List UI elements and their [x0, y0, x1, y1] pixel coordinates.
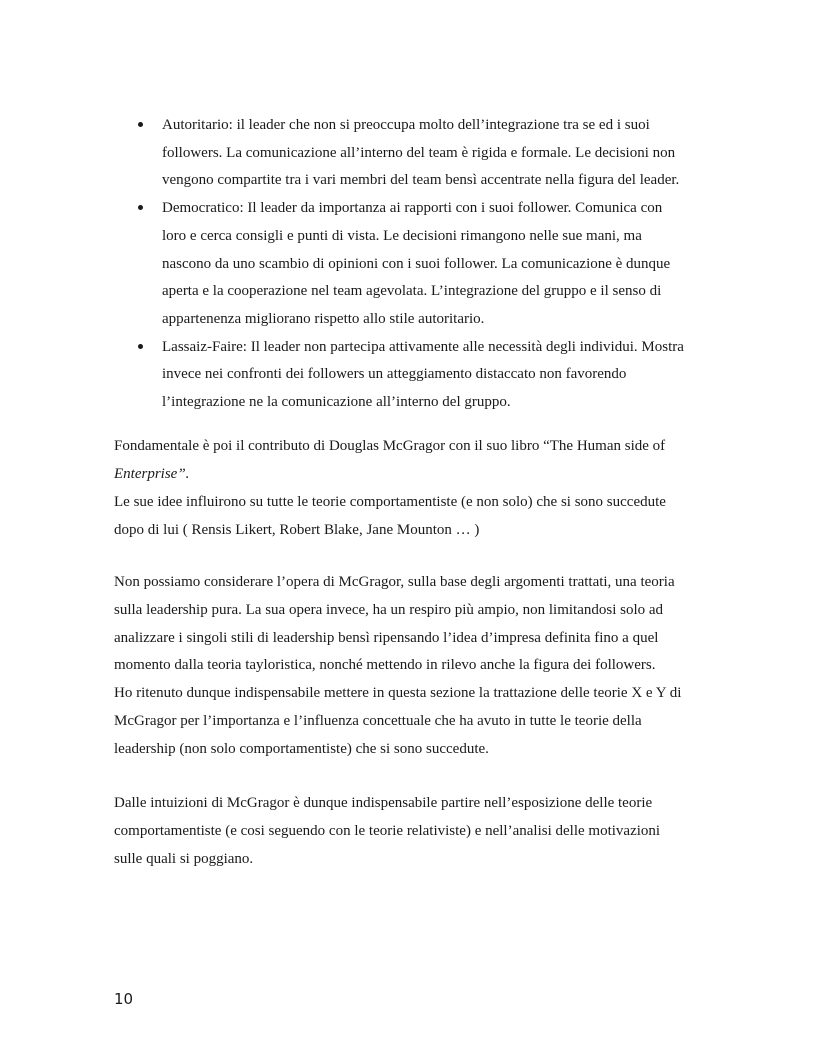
text-line: Democratico: Il leader da importanza ai rapporti con i suoi follower. Comunica con: [162, 200, 663, 217]
bullet-icon: [138, 344, 143, 349]
text-line: leadership (non solo comportamentiste) che si sono succedute.: [114, 740, 489, 757]
text-line: dopo di lui ( Rensis Likert, Robert Blake, Jane Mounton … ): [114, 522, 480, 538]
text-line: nascono da uno scambio di opinioni con i suoi follower. La comunicazione è dunque: [162, 255, 671, 272]
text-line: Autoritario: il leader che non si preoccupa molto dell’integrazione tra se ed i suoi: [162, 117, 650, 133]
list-item-democratico: [138, 195, 738, 334]
text-line: invece nei confronti dei followers un atteggiamento distaccato non favorendo: [162, 366, 627, 383]
paragraph-mcgragor-intro: [114, 432, 754, 544]
paragraph-mcgragor-opera: [114, 569, 754, 764]
text-line: Fondamentale è poi il contributo di Douglas McGragor con il suo libro “The Human side of: [114, 438, 666, 454]
bullet-icon: [138, 205, 143, 210]
text-line: appartenenza migliorano rispetto allo stile autoritario.: [162, 310, 485, 327]
text-line: Lassaiz-Faire: Il leader non partecipa attivamente alle necessità degli individui. Mostra: [162, 338, 684, 355]
text-line: followers. La comunicazione all’interno del team è rigida e formale. Le decisioni non: [162, 144, 676, 161]
text-line: l’integrazione ne la comunicazione all’interno del gruppo.: [162, 394, 511, 411]
text-line: McGragor per l’importanza e l’influenza concettuale che ha avuto in tutte le teorie della: [114, 712, 642, 729]
text-line: loro e cerca consigli e punti di vista. Le decisioni rimangono nelle sue mani, ma: [162, 227, 642, 244]
bullet-icon: [138, 122, 143, 127]
text-line: Dalle intuizioni di McGragor è dunque indispensabile partire nell’esposizione delle teorie: [114, 795, 653, 811]
text-line: aperta e la cooperazione nel team agevolata. L’integrazione del gruppo e il senso di: [162, 283, 662, 300]
text-line: Non possiamo considerare l’opera di McGragor, sulla base degli argomenti trattati, una teoria: [114, 574, 675, 590]
text-line: Le sue idee influirono su tutte le teorie comportamentiste (e non solo) che si sono succedute: [114, 494, 666, 510]
list-item-autoritario: [138, 112, 738, 195]
text-line: comportamentiste (e cosi seguendo con le teorie relativiste) e nell’analisi delle motivazioni: [114, 822, 661, 839]
book-title: Enterprise”.: [114, 466, 190, 482]
list-item-lassaiz-faire: [138, 334, 738, 417]
text-line: analizzare i singoli stili di leadership bensì ripensando l’idea d’impresa definita fino a quel: [114, 629, 659, 646]
text-line: sulla leadership pura. La sua opera invece, ha un respiro più ampio, non limitandosi solo ad: [114, 601, 664, 618]
paragraph-intuizioni: [114, 790, 754, 873]
text-line: sulle quali si poggiano.: [114, 850, 254, 867]
text-line: vengono compartite tra i vari membri del team bensì accentrate nella figura del leader.: [162, 172, 680, 189]
text-line: momento dalla teoria tayloristica, nonché mettendo in rilevo anche la figura dei followers.: [114, 657, 656, 674]
page-number: 10: [114, 990, 134, 1008]
text-line: Ho ritenuto dunque indispensabile mettere in questa sezione la trattazione delle teorie X e Y di: [114, 685, 682, 702]
leadership-styles-list: [138, 112, 738, 417]
